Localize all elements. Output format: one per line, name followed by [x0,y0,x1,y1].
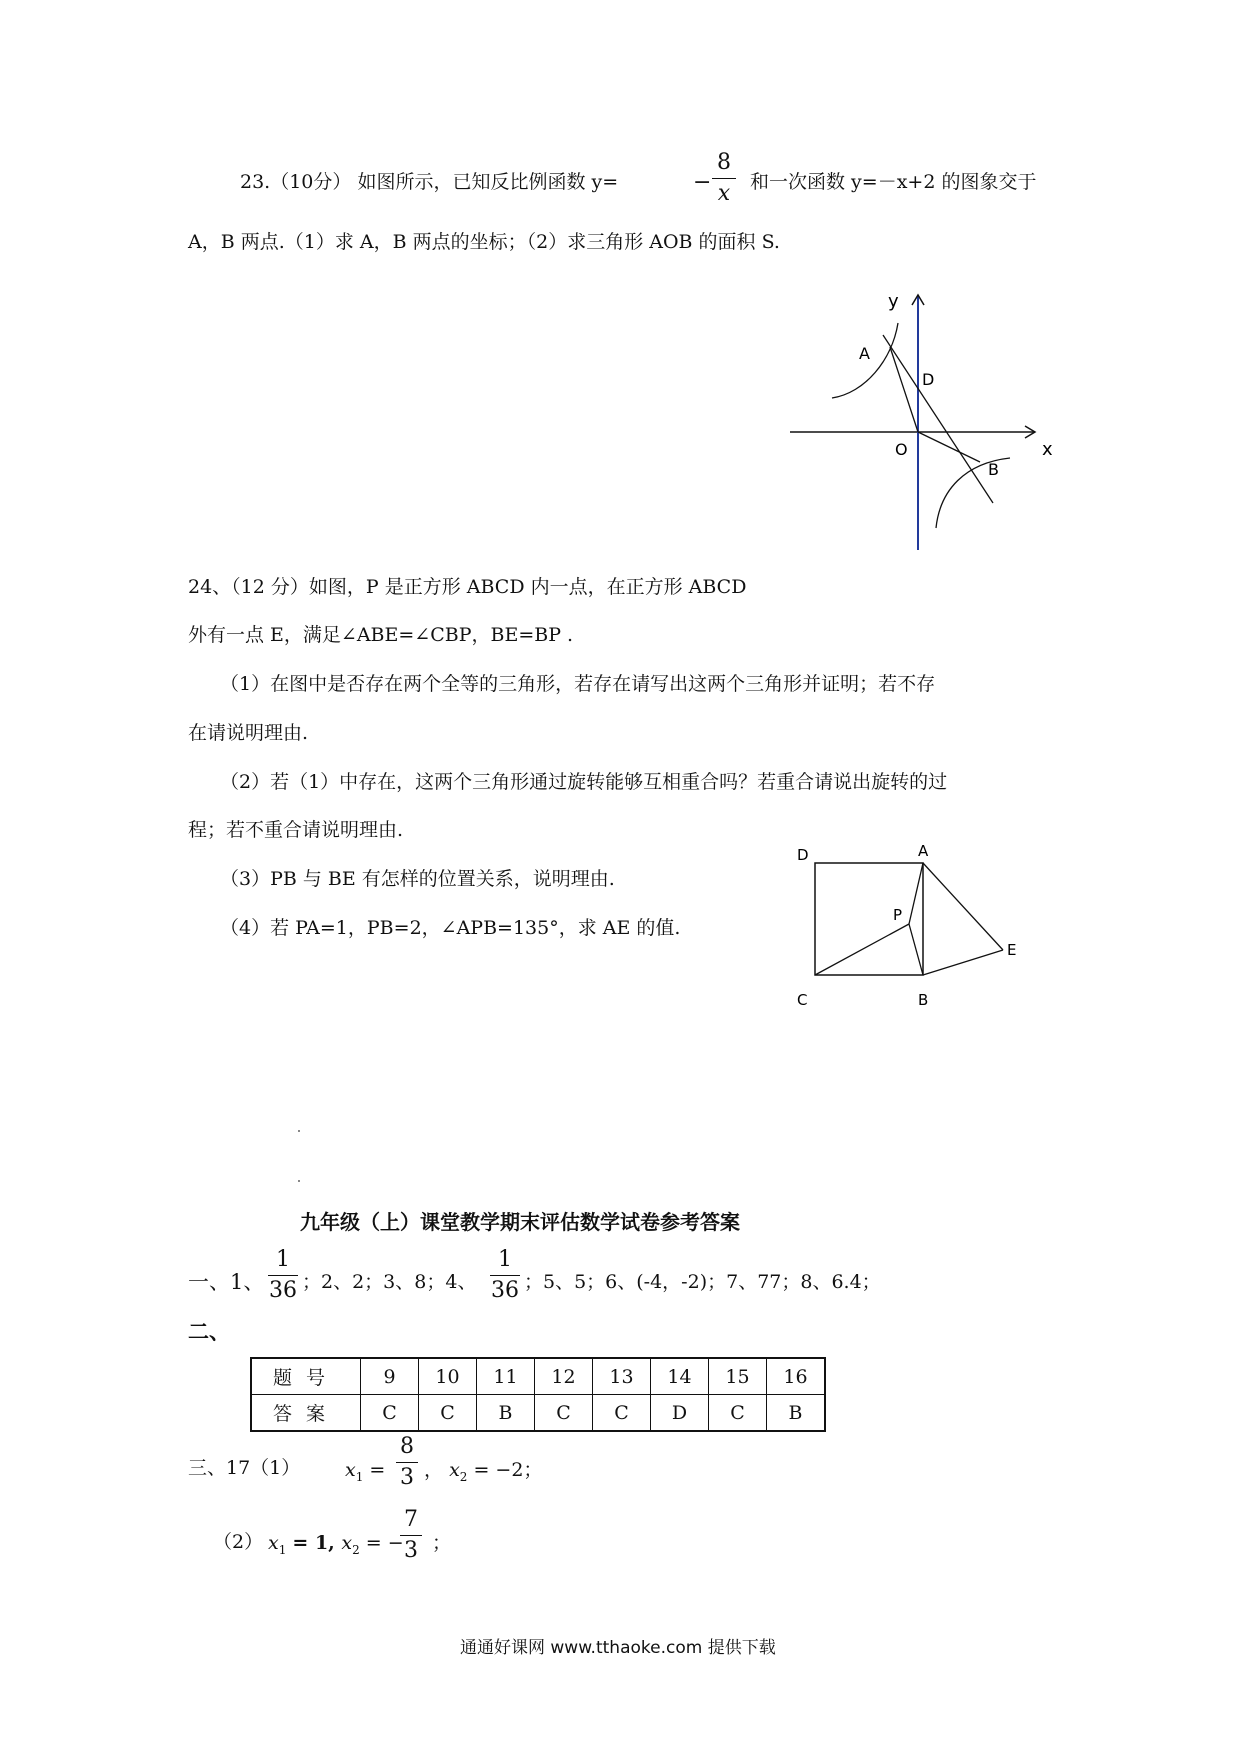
q24-figure [785,840,1035,1020]
q23-text-b: 和一次函数 y=－x+2 的图象交于 [750,171,1037,193]
frac2-den: 36 [491,1278,519,1303]
q24-line2: 外有一点 E，满足∠ABE=∠CBP，BE=BP . [188,624,574,646]
table-cell: C [535,1395,593,1432]
s3-eq1: = [369,1459,386,1481]
s3-x1-sub: 1 [355,1469,364,1484]
s3-2-frac-bar [400,1535,422,1536]
q23-frac-bar [712,178,736,179]
q23-line2: A，B 两点.（1）求 A，B 两点的坐标；（2）求三角形 AOB 的面积 S. [188,231,780,253]
frac2-bar [490,1275,520,1276]
table-cell: C [593,1395,651,1432]
q24-part3: （3）PB 与 BE 有怎样的位置关系，说明理由. [220,868,615,890]
table-cell: 14 [651,1358,709,1395]
answers-section3-a: 三、17（1） [188,1457,301,1479]
table-cell: 13 [593,1358,651,1395]
answers-section3-2a: （2） [213,1531,264,1553]
label-A: A [918,842,929,860]
s3-2-x1-var: x [268,1532,279,1554]
s3-x2 [424,1458,542,1489]
stray-dot [298,1130,300,1132]
label-P: P [893,906,903,924]
s3-2-x [268,1531,404,1562]
table-cell: 15 [709,1358,767,1395]
label-O: O [895,440,908,459]
s3-frac-num: 8 [400,1434,414,1459]
segment-AE [923,863,1003,950]
q24-part1a: （1）在图中是否存在两个全等的三角形，若存在请写出这两个三角形并证明；若不存 [220,673,936,695]
s3-eq2: = −2； [473,1459,543,1481]
s3-2-frac [400,1507,422,1564]
s3-frac [396,1434,418,1491]
segment-PC [815,924,909,975]
frac1-num: 1 [276,1247,290,1272]
stray-dot [298,1180,300,1182]
q23-text-a: 如图所示，已知反比例函数 y= [357,171,619,193]
table-cell: B [477,1395,535,1432]
s3-2-x2-sub: 2 [352,1542,360,1557]
q23-frac-den: x [717,181,731,206]
s3-2-x1-sub: 1 [278,1542,287,1557]
answers-section1-b: ；2、2；3、8；4、 [302,1271,477,1293]
q23-fraction [712,150,736,207]
table-cell: 11 [477,1358,535,1395]
s3-2-end: ； [432,1532,452,1554]
table-head-number: 题号 [251,1358,361,1395]
label-B: B [988,460,999,479]
answers-frac2 [490,1247,520,1304]
s3-2-frac-num: 7 [404,1507,418,1532]
label-y: y [888,291,899,312]
table-cell: C [419,1395,477,1432]
label-B: B [918,991,929,1009]
table-cell: C [709,1395,767,1432]
segment-AP [909,863,923,924]
segment-OA [890,347,918,432]
table-cell: C [361,1395,419,1432]
s3-2-x2-var: x [341,1532,353,1554]
label-A: A [859,344,870,363]
q24-part2b: 程；若不重合请说明理由. [188,819,404,841]
s3-x1 [345,1458,385,1489]
answers-frac1 [268,1247,298,1304]
page-footer: 通通好课网 www.tthaoke.com 提供下载 [460,1638,776,1658]
segment-BE [923,950,1003,975]
frac1-bar [268,1275,298,1276]
q24-part2a: （2）若（1）中存在，这两个三角形通过旋转能够互相重合吗？若重合请说出旋转的过 [220,771,948,793]
answers-section1-a: 一、1、 [188,1270,265,1294]
table-cell: 9 [361,1358,419,1395]
table-cell: 12 [535,1358,593,1395]
segment-PB [909,924,923,975]
label-D: D [922,370,935,389]
s3-frac-den: 3 [400,1465,414,1490]
q23-number: 23.（10分） [240,171,352,193]
q23-figure [780,285,1070,555]
label-C: C [797,991,808,1009]
table-cell: B [767,1395,826,1432]
s3-x2-sub: 2 [459,1469,468,1484]
label-x: x [1042,439,1053,460]
q24-line1: 24、（12 分）如图，P 是正方形 ABCD 内一点，在正方形 ABCD [188,576,747,598]
s3-2-eq: = − [365,1532,404,1554]
s3-x2-var: x [449,1459,460,1481]
square-ABCD [815,863,923,975]
frac2-num: 1 [498,1247,512,1272]
frac1-den: 36 [269,1278,297,1303]
table-row [251,1395,825,1432]
line-AB [883,335,993,503]
label-E: E [1007,941,1017,959]
q23-frac-num: 8 [717,150,731,175]
table-cell: D [651,1395,709,1432]
s3-frac-bar [396,1462,418,1463]
answers-section1-c: ；5、5；6、(-4，-2)；7、77；8、6.4； [524,1271,881,1293]
answers-title: 九年级（上）课堂教学期末评估数学试卷参考答案 [300,1210,740,1234]
s3-2-frac-den: 3 [404,1538,418,1563]
s3-comma: ， [424,1459,444,1481]
answer-table [250,1357,826,1432]
answers-section2: 二、 [188,1319,230,1344]
q24-part4: （4）若 PA=1，PB=2，∠APB=135°，求 AE 的值. [220,917,681,939]
q24-part1b: 在请说明理由. [188,722,309,744]
table-cell: 10 [419,1358,477,1395]
table-row [251,1358,825,1395]
label-D: D [797,846,809,864]
q23-line1 [240,170,618,194]
table-cell: 16 [767,1358,826,1395]
s3-2-mid: = 1, [292,1532,342,1554]
s3-x1-var: x [345,1459,356,1481]
table-head-answer: 答案 [251,1395,361,1432]
q23-neg-sign: − [693,170,712,195]
